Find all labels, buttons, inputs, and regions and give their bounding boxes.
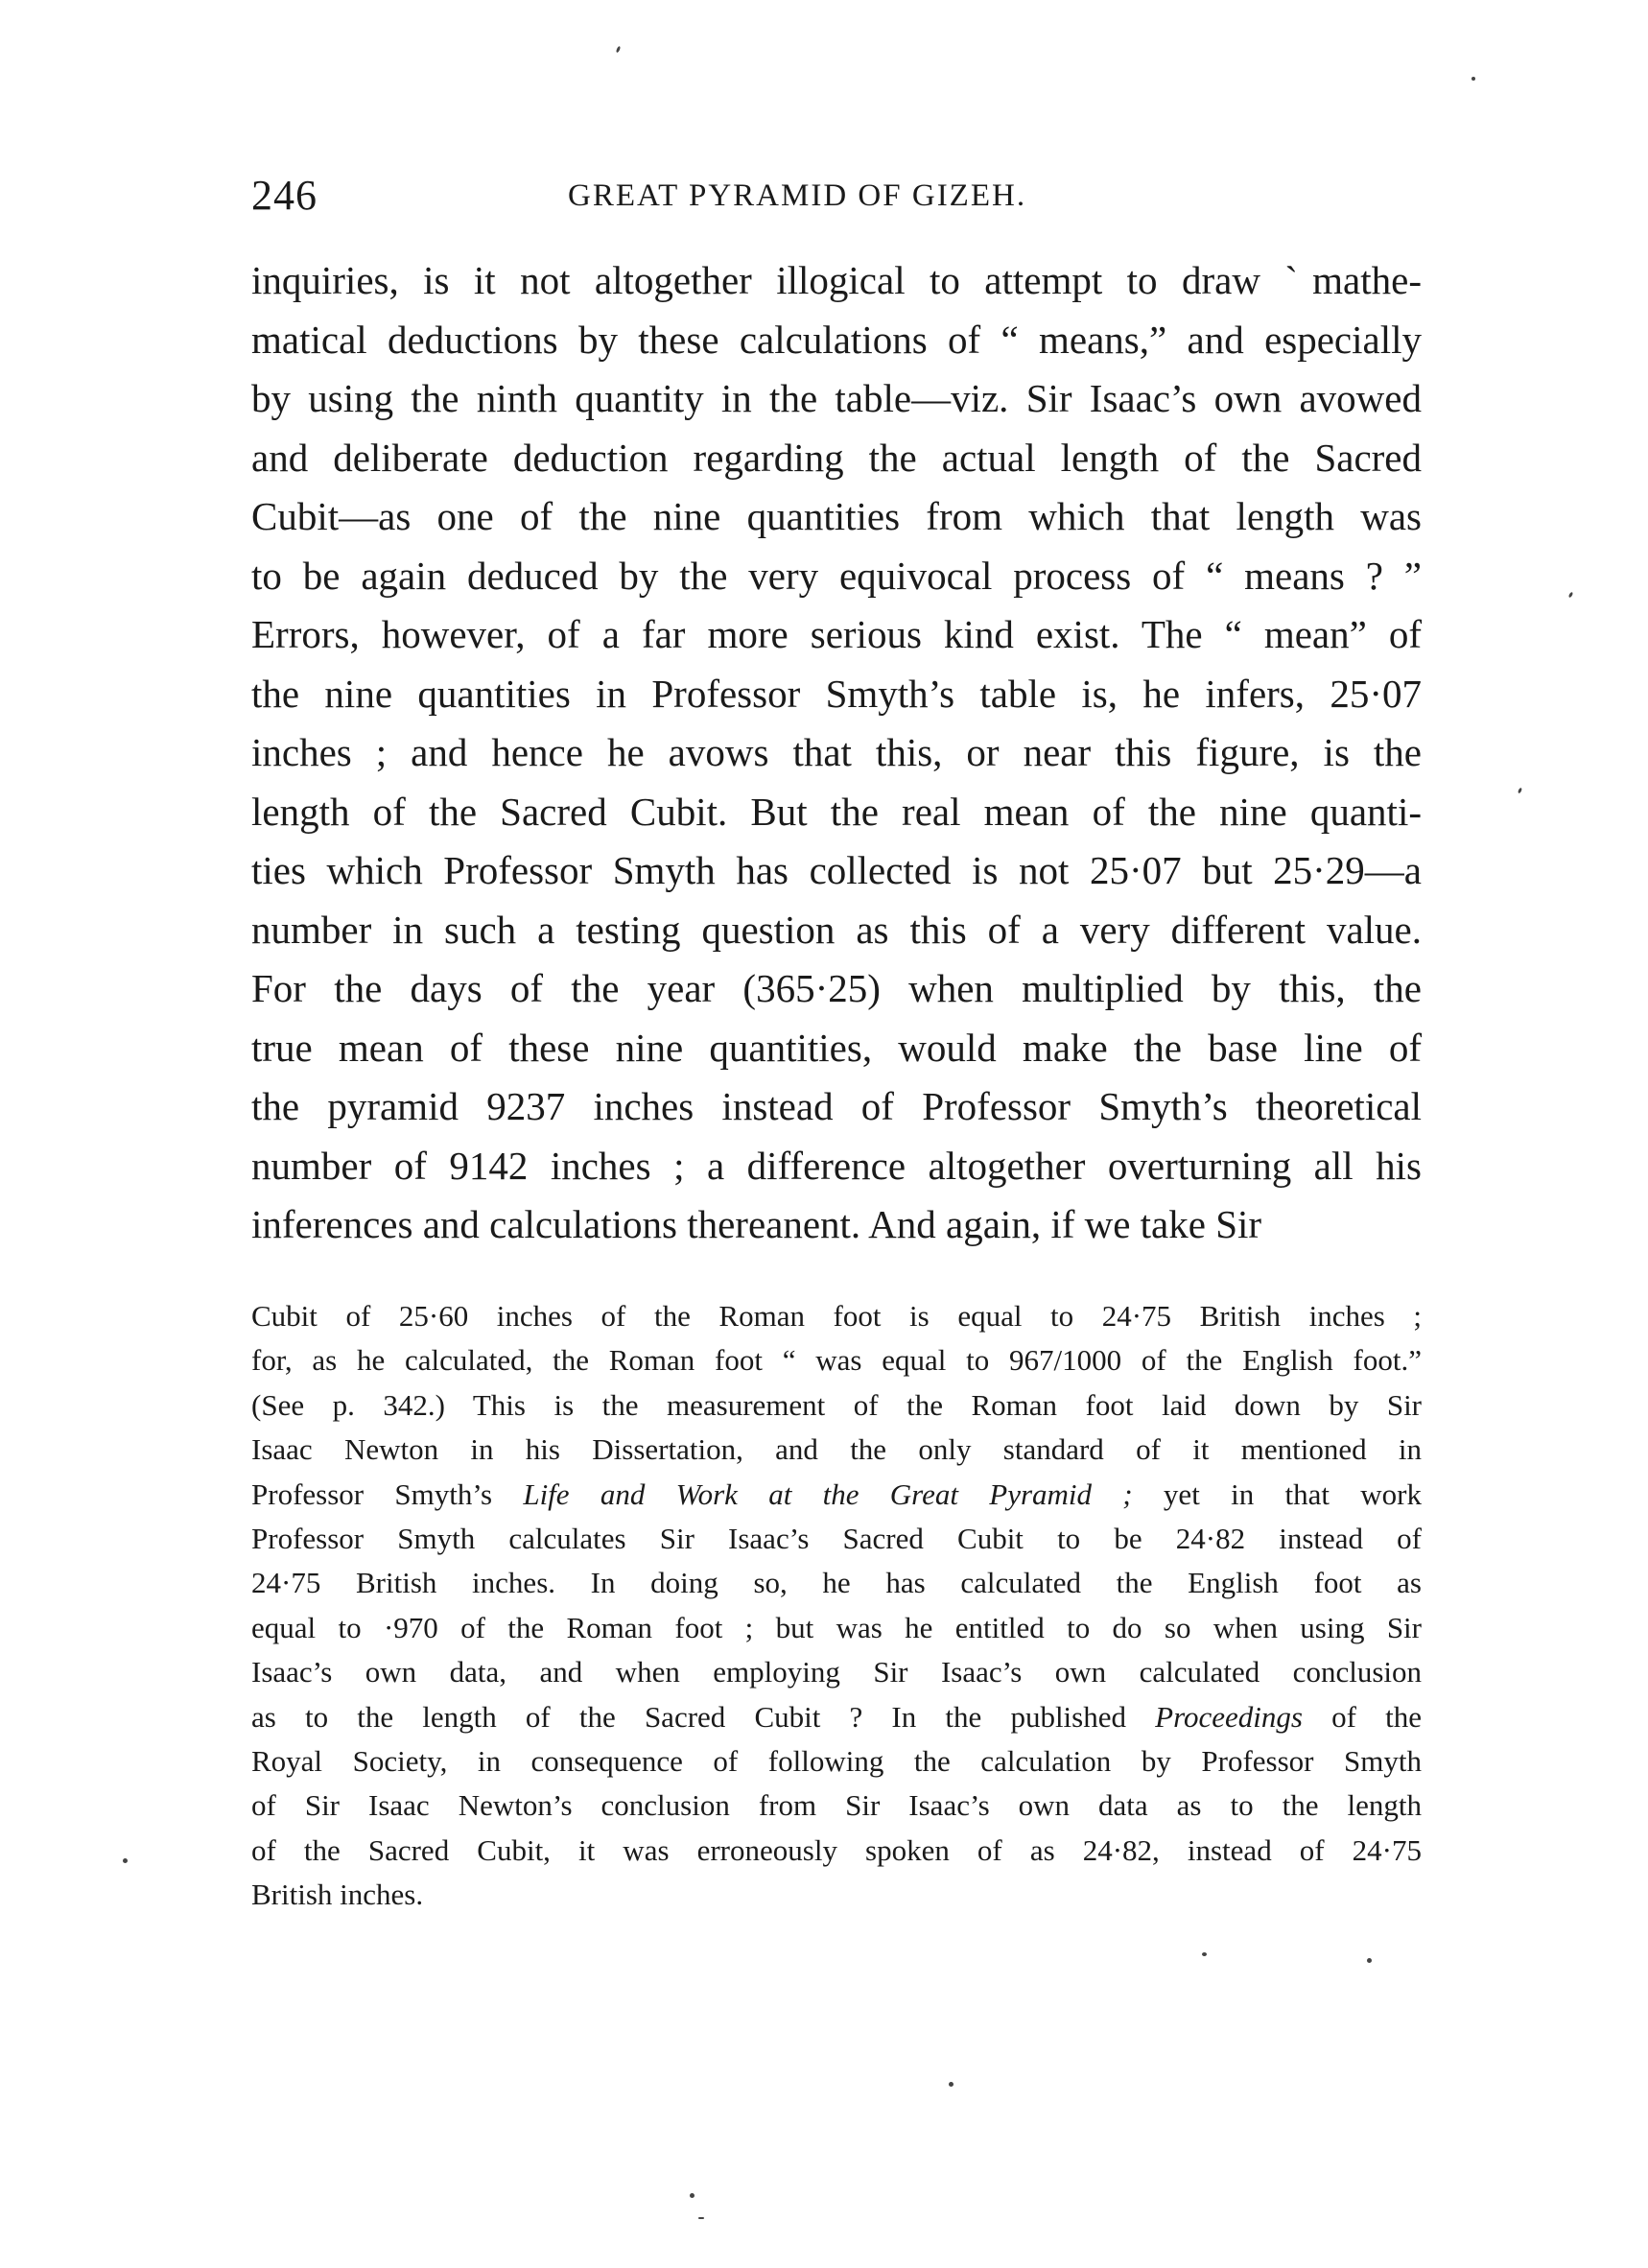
footnote-line: of Sir Isaac Newton’s conclusion from Sir Isaac’s own data as to the length <box>251 1788 1422 1823</box>
text-line: ties which Professor Smyth has collected is not 25·07 but 25·29—a <box>251 848 1422 892</box>
publication-title: Proceedings <box>1155 1699 1303 1734</box>
footnote-line: 24·75 British inches. In doing so, he has calculated the English foot as <box>251 1566 1422 1600</box>
scan-speck <box>616 46 622 54</box>
footnote-line: of the Sacred Cubit, it was erroneously spoken of as 24·82, instead of 24·75 <box>251 1832 1422 1867</box>
footnote-line: Royal Society, in consequence of following the calculation by Professor Smyth <box>251 1743 1422 1778</box>
book-title: Life and Work at the Great Pyramid ; <box>523 1477 1133 1511</box>
scan-speck <box>949 2082 953 2087</box>
text-line: the nine quantities in Professor Smyth’s table is, he infers, 25·07 <box>251 671 1422 716</box>
text-line: and deliberate deduction regarding the actual length of the Sacred <box>251 435 1422 480</box>
footnote <box>251 1294 1422 1917</box>
footnote-text: of the <box>1302 1699 1422 1734</box>
footnote-text: for, as he calculated, the Roman foot “ was equal to <box>251 1343 1009 1378</box>
scan-speck <box>1367 1958 1372 1963</box>
main-text <box>251 251 1422 1255</box>
footnote-text: yet in that work <box>1132 1477 1422 1511</box>
footnote-line: Isaac’s own data, and when employing Sir Isaac’s own calculated conclusion <box>251 1655 1422 1689</box>
scan-speck <box>1518 788 1522 794</box>
footnote-line <box>251 1338 1422 1382</box>
page-header <box>251 171 1422 228</box>
text-line: Cubit—as one of the nine quantities from which that length was <box>251 494 1422 538</box>
footnote-line <box>251 1695 1422 1739</box>
text-line: inferences and calculations thereanent. And again, if we take Sir <box>251 1202 1262 1246</box>
text-line: Errors, however, of a far more serious kind exist. The “ mean” of <box>251 612 1422 656</box>
text-line: inquiries, is it not altogether illogical to attempt to draw ˋmathe- <box>251 258 1422 302</box>
page-number: 246 <box>251 172 318 219</box>
scan-speck <box>698 2217 704 2219</box>
text-line: length of the Sacred Cubit. But the real mean of the nine quanti- <box>251 789 1422 834</box>
text-line: number in such a testing question as this of a very different value. <box>251 907 1422 952</box>
footnote-line: (See p. 342.) This is the measurement of the Roman foot laid down by Sir <box>251 1387 1422 1422</box>
footnote-line: British inches. <box>251 1878 424 1912</box>
text-line: number of 9142 inches ; a difference altogether overturning all his <box>251 1143 1422 1188</box>
running-title: GREAT PYRAMID OF GIZEH. <box>568 178 1027 213</box>
scan-speck <box>1471 77 1475 81</box>
footnote-line: Isaac Newton in his Dissertation, and the only standard of it mentioned in <box>251 1432 1422 1467</box>
footnote-text: Professor Smyth’s <box>251 1477 524 1511</box>
text-line: inches ; and hence he avows that this, or near this figure, is the <box>251 730 1422 774</box>
footnote-line: Professor Smyth calculates Sir Isaac’s Sacred Cubit to be 24·82 instead of <box>251 1521 1422 1555</box>
footnote-text: of the English foot.” <box>1121 1343 1422 1378</box>
text-line: For the days of the year (365·25) when multiplied by this, the <box>251 966 1422 1010</box>
text-line: the pyramid 9237 inches instead of Professor Smyth’s theoretical <box>251 1084 1422 1128</box>
text-line: by using the ninth quantity in the table—viz. Sir Isaac’s own avowed <box>251 376 1422 420</box>
scan-speck <box>123 1858 128 1863</box>
scan-speck <box>1568 592 1574 599</box>
footnote-line: Cubit of 25·60 inches of the Roman foot is equal to 24·75 British inches ; <box>251 1299 1422 1333</box>
text-line: matical deductions by these calculations of “ means,” and especially <box>251 317 1422 362</box>
footnote-text: as to the length of the Sacred Cubit ? In the published <box>251 1699 1156 1734</box>
fraction: 967/1000 <box>1008 1343 1122 1378</box>
text-line: true mean of these nine quantities, would make the base line of <box>251 1025 1422 1070</box>
footnote-line <box>251 1473 1422 1517</box>
scan-speck <box>690 2193 695 2198</box>
scan-speck <box>1202 1952 1207 1956</box>
text-line: to be again deduced by the very equivocal process of “ means ? ” <box>251 553 1422 598</box>
footnote-line: equal to ·970 of the Roman foot ; but was he entitled to do so when using Sir <box>251 1610 1422 1644</box>
